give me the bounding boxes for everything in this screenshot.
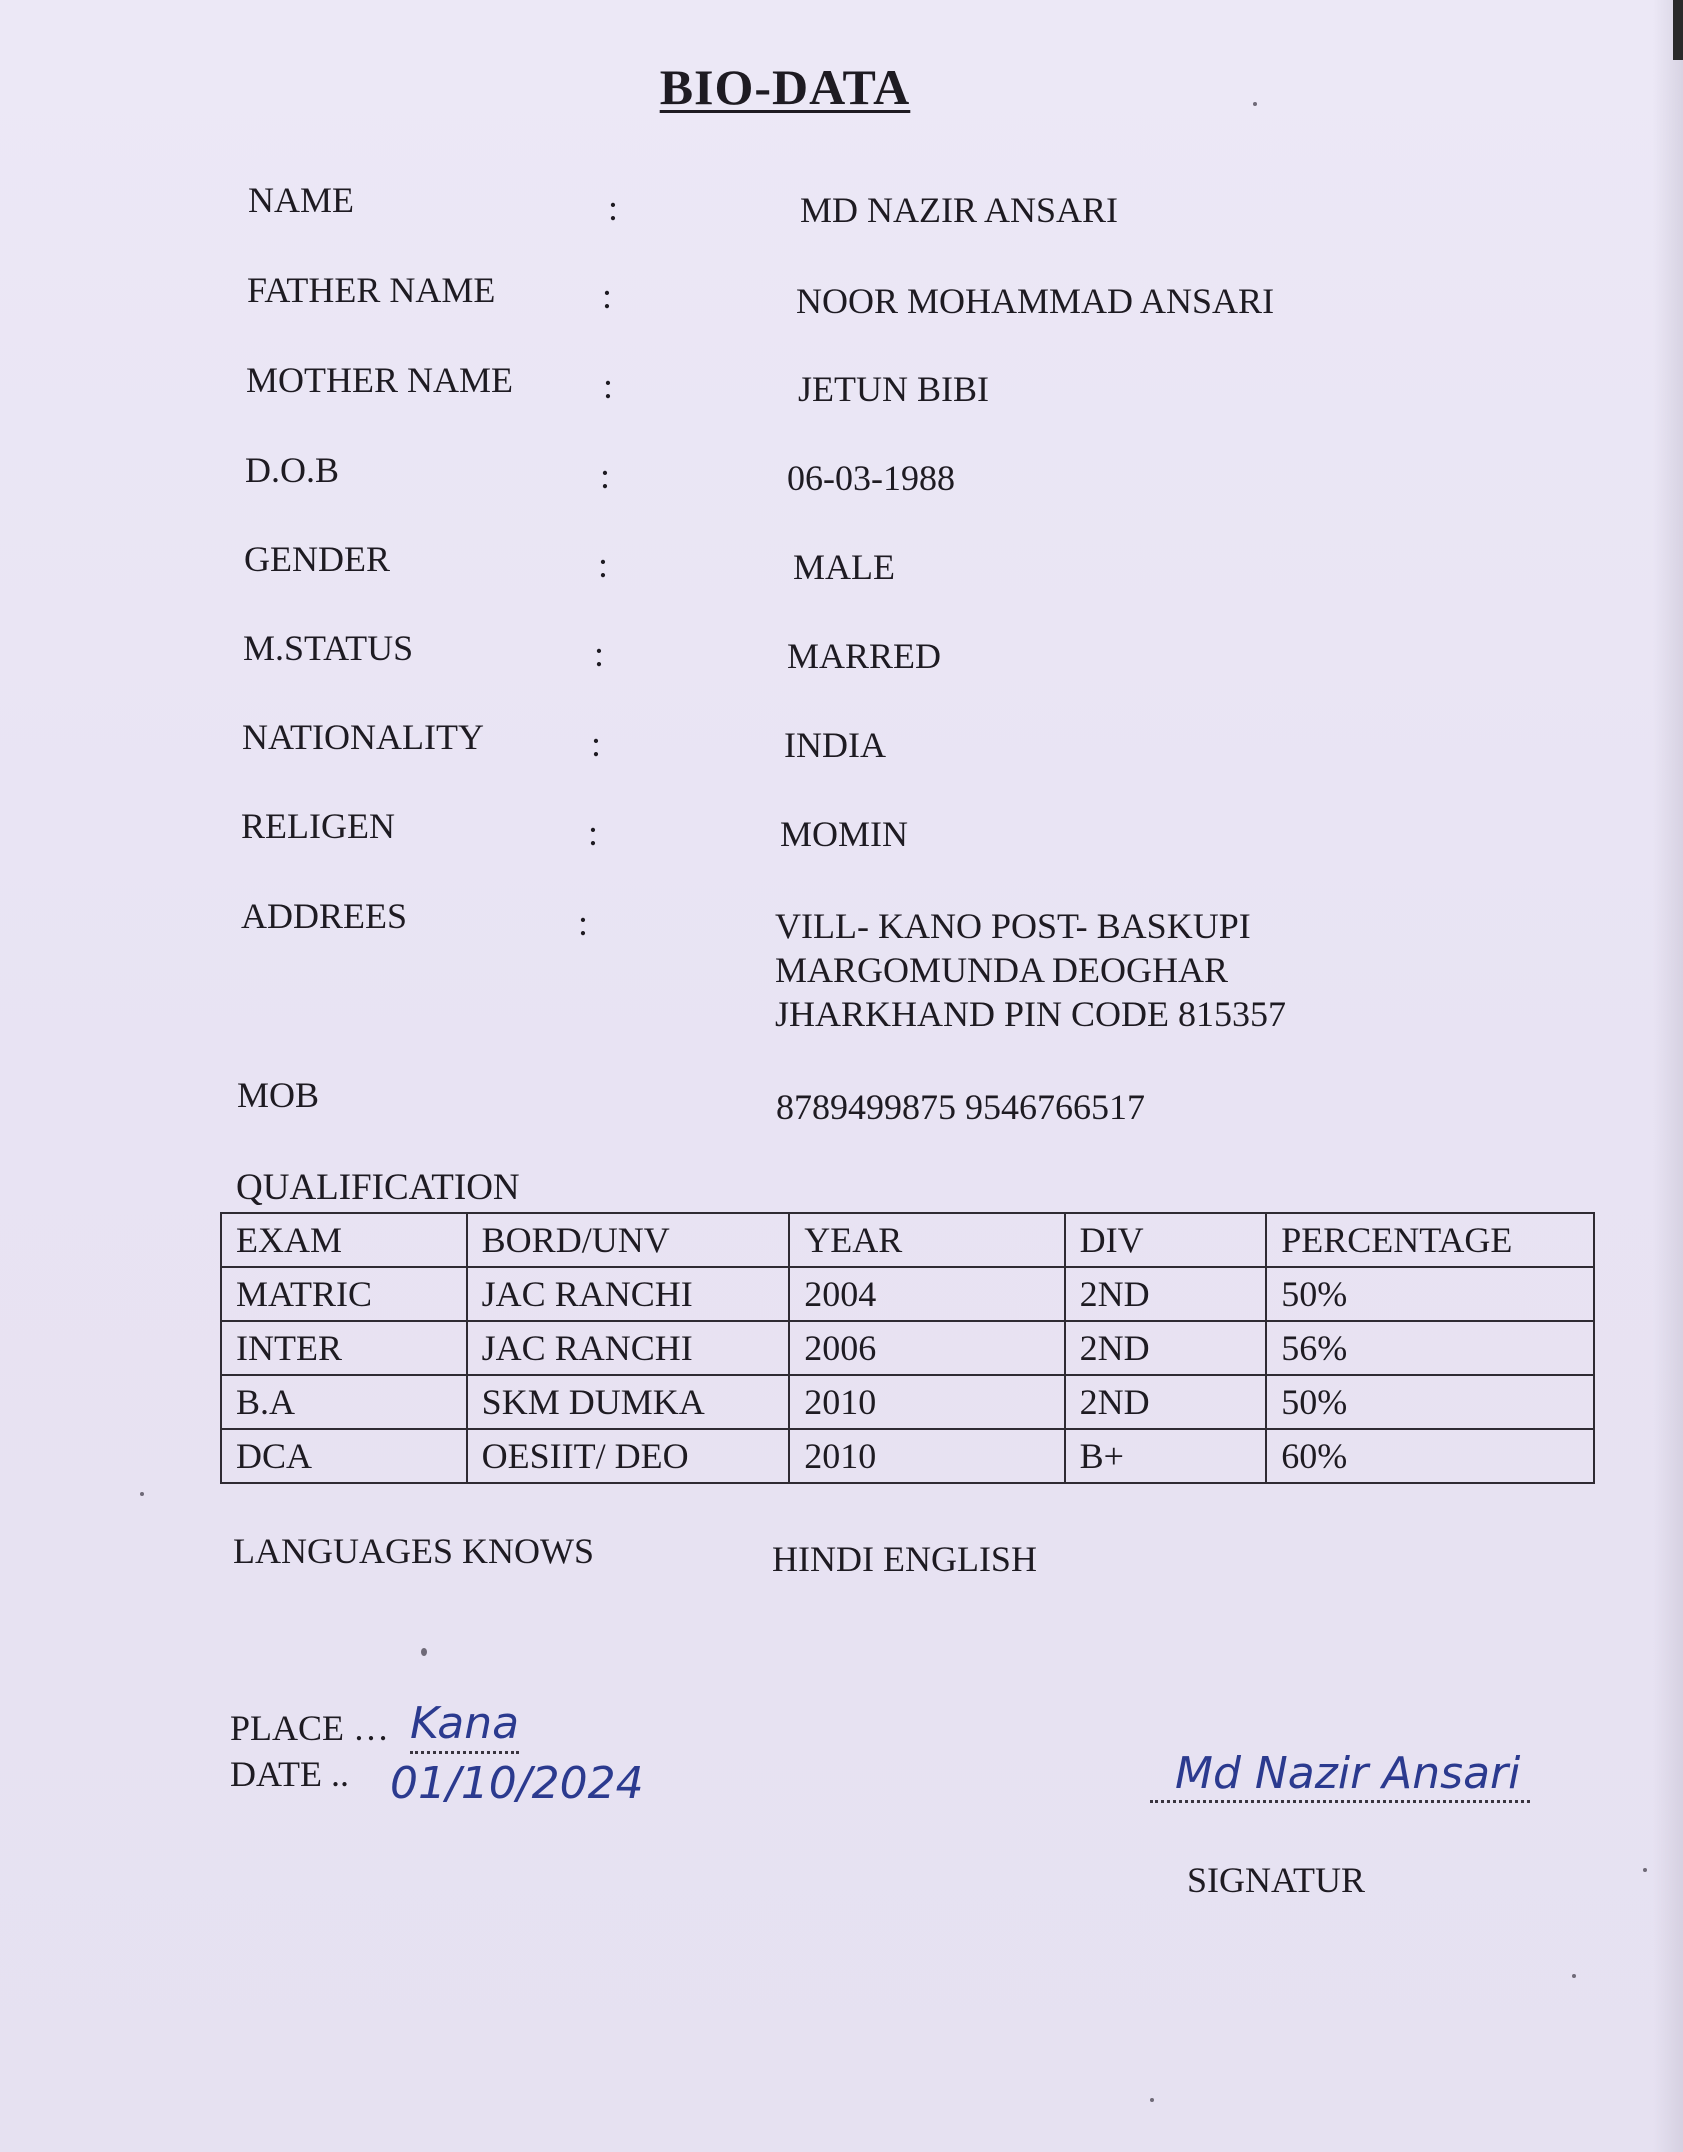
mother-name-colon: : (603, 366, 614, 406)
cell-year: 2010 (789, 1429, 1064, 1483)
languages-value: HINDI ENGLISH (772, 1539, 1037, 1579)
religion-value: MOMIN (780, 814, 909, 854)
nationality-value: INDIA (784, 725, 886, 765)
scan-speck (1253, 102, 1257, 106)
scan-speck (1150, 2098, 1154, 2102)
cell-div: 2ND (1065, 1321, 1267, 1375)
header-board: BORD/UNV (467, 1213, 790, 1267)
cell-year: 2010 (789, 1375, 1064, 1429)
table-row (221, 1321, 1594, 1375)
cell-exam: MATRIC (221, 1267, 467, 1321)
address-line-1: VILL- KANO POST- BASKUPI (775, 906, 1251, 946)
address-line-3: JHARKHAND PIN CODE 815357 (775, 994, 1287, 1034)
signature-handwritten: Md Nazir Ansari (1175, 1748, 1521, 1799)
cell-percentage: 50% (1266, 1375, 1594, 1429)
languages-label: LANGUAGES KNOWS (233, 1531, 594, 1571)
mother-name-value: JETUN BIBI (798, 369, 989, 409)
dob-colon: : (600, 456, 611, 496)
scan-speck (1643, 1868, 1647, 1872)
page-edge-shadow (1653, 0, 1683, 2152)
qualification-heading: QUALIFICATION (236, 1167, 520, 1208)
qualification-table (220, 1212, 1595, 1484)
marital-status-value: MARRED (787, 636, 942, 676)
cell-exam: INTER (221, 1321, 467, 1375)
cell-year: 2006 (789, 1321, 1064, 1375)
cell-percentage: 60% (1266, 1429, 1594, 1483)
cell-year: 2004 (789, 1267, 1064, 1321)
address-label: ADDREES (241, 896, 408, 936)
name-label: NAME (248, 180, 354, 220)
dob-value: 06-03-1988 (787, 458, 955, 498)
marital-status-colon: : (594, 634, 605, 674)
document-title: BIO-DATA (659, 59, 911, 115)
mobile-label: MOB (237, 1075, 320, 1115)
father-name-label: FATHER NAME (247, 270, 496, 310)
table-header-row (221, 1213, 1594, 1267)
gender-value: MALE (793, 547, 895, 587)
header-div: DIV (1065, 1213, 1267, 1267)
signature-label: SIGNATUR (1187, 1860, 1366, 1900)
cell-div: 2ND (1065, 1267, 1267, 1321)
nationality-label: NATIONALITY (242, 717, 484, 757)
address-line-2: MARGOMUNDA DEOGHAR (775, 950, 1229, 990)
gender-label: GENDER (244, 539, 390, 579)
header-year: YEAR (789, 1213, 1064, 1267)
cell-board: JAC RANCHI (467, 1321, 790, 1375)
marital-status-label: M.STATUS (243, 628, 414, 668)
place-handwritten: Kana (410, 1698, 519, 1754)
scan-speck (140, 1492, 144, 1496)
signature-line (1150, 1800, 1530, 1803)
cell-div: 2ND (1065, 1375, 1267, 1429)
father-name-colon: : (602, 276, 613, 316)
table-row (221, 1375, 1594, 1429)
place-label: PLACE … (230, 1708, 390, 1748)
table-row (221, 1429, 1594, 1483)
cell-board: SKM DUMKA (467, 1375, 790, 1429)
scan-edge-mark (1673, 0, 1683, 60)
religion-colon: : (588, 813, 599, 853)
scan-speck (1572, 1974, 1576, 1978)
dob-label: D.O.B (245, 450, 340, 490)
mother-name-label: MOTHER NAME (246, 360, 513, 400)
date-handwritten: 01/10/2024 (390, 1758, 644, 1809)
cell-board: OESIIT/ DEO (467, 1429, 790, 1483)
date-label: DATE .. (230, 1754, 349, 1794)
religion-label: RELIGEN (241, 806, 395, 846)
table-row (221, 1267, 1594, 1321)
father-name-value: NOOR MOHAMMAD ANSARI (796, 281, 1275, 321)
header-percentage: PERCENTAGE (1266, 1213, 1594, 1267)
address-colon: : (578, 903, 589, 943)
gender-colon: : (598, 545, 609, 585)
name-colon: : (608, 188, 619, 228)
mobile-value: 8789499875 9546766517 (776, 1087, 1145, 1127)
cell-percentage: 56% (1266, 1321, 1594, 1375)
header-exam: EXAM (221, 1213, 467, 1267)
cell-percentage: 50% (1266, 1267, 1594, 1321)
scan-speck (421, 1648, 427, 1656)
nationality-colon: : (591, 724, 602, 764)
cell-div: B+ (1065, 1429, 1267, 1483)
name-value: MD NAZIR ANSARI (800, 190, 1119, 230)
cell-exam: DCA (221, 1429, 467, 1483)
cell-exam: B.A (221, 1375, 467, 1429)
cell-board: JAC RANCHI (467, 1267, 790, 1321)
